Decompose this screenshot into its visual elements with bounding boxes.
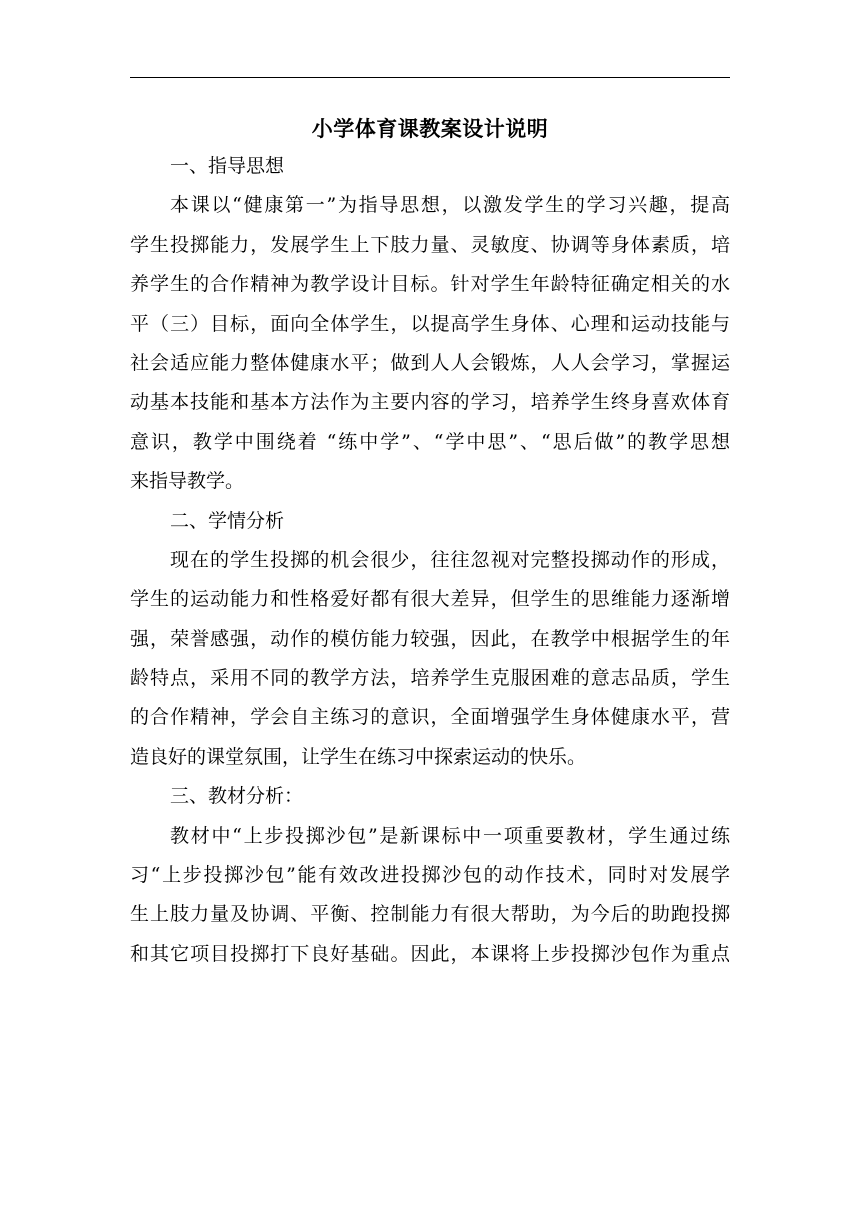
text-line: 学生投掷能力，发展学生上下肢力量、灵敏度、协调等身体素质，培 [130,233,730,256]
text-line: 和其它项目投掷打下良好基础。因此，本课将上步投掷沙包作为重点 [130,942,730,965]
text-line: 平（三）目标，面向全体学生，以提高学生身体、心理和运动技能与 [130,312,730,335]
text-line: 造良好的课堂氛围，让学生在练习中探索运动的快乐。 [130,745,587,768]
document-page [130,111,730,974]
text-line: 养学生的合作精神为教学设计目标。针对学生年龄特征确定相关的水 [130,273,730,296]
section-heading-student-analysis: 二、学情分析 [170,509,285,532]
text-line: 学生的运动能力和性格爱好都有很大差异，但学生的思维能力逐渐增 [130,588,730,611]
text-line: 意识，教学中围绕着 “练中学”、“学中思”、“思后做”的教学思想 [130,430,730,453]
text-line: 动基本技能和基本方法作为主要内容的学习，培养学生终身喜欢体育 [130,391,730,414]
text-line: 生上肢力量及协调、平衡、控制能力有很大帮助，为今后的助跑投掷 [130,903,730,926]
text-line: 的合作精神，学会自主练习的意识，全面增强学生身体健康水平，营 [130,706,730,729]
text-line: 本课以“健康第一”为指导思想，以激发学生的学习兴趣，提高 [170,194,730,217]
section-heading-guiding-ideology: 一、指导思想 [170,155,285,177]
text-line: 习“上步投掷沙包”能有效改进投掷沙包的动作技术，同时对发展学 [130,864,730,887]
text-line: 来指导教学。 [130,470,245,493]
section-heading-material-analysis: 三、教材分析： [170,785,304,808]
text-line: 龄特点，采用不同的教学方法，培养学生克服困难的意志品质，学生 [130,667,730,690]
text-line: 现在的学生投掷的机会很少，往往忽视对完整投掷动作的形成， [170,548,730,571]
text-line: 强，荣誉感强，动作的模仿能力较强，因此，在教学中根据学生的年 [130,627,730,650]
document-title: 小学体育课教案设计说明 [311,116,549,141]
text-line: 教材中“上步投掷沙包”是新课标中一项重要教材，学生通过练 [170,824,730,847]
header-rule [130,77,730,78]
text-line: 社会适应能力整体健康水平；做到人人会锻炼，人人会学习，掌握运 [130,351,730,374]
